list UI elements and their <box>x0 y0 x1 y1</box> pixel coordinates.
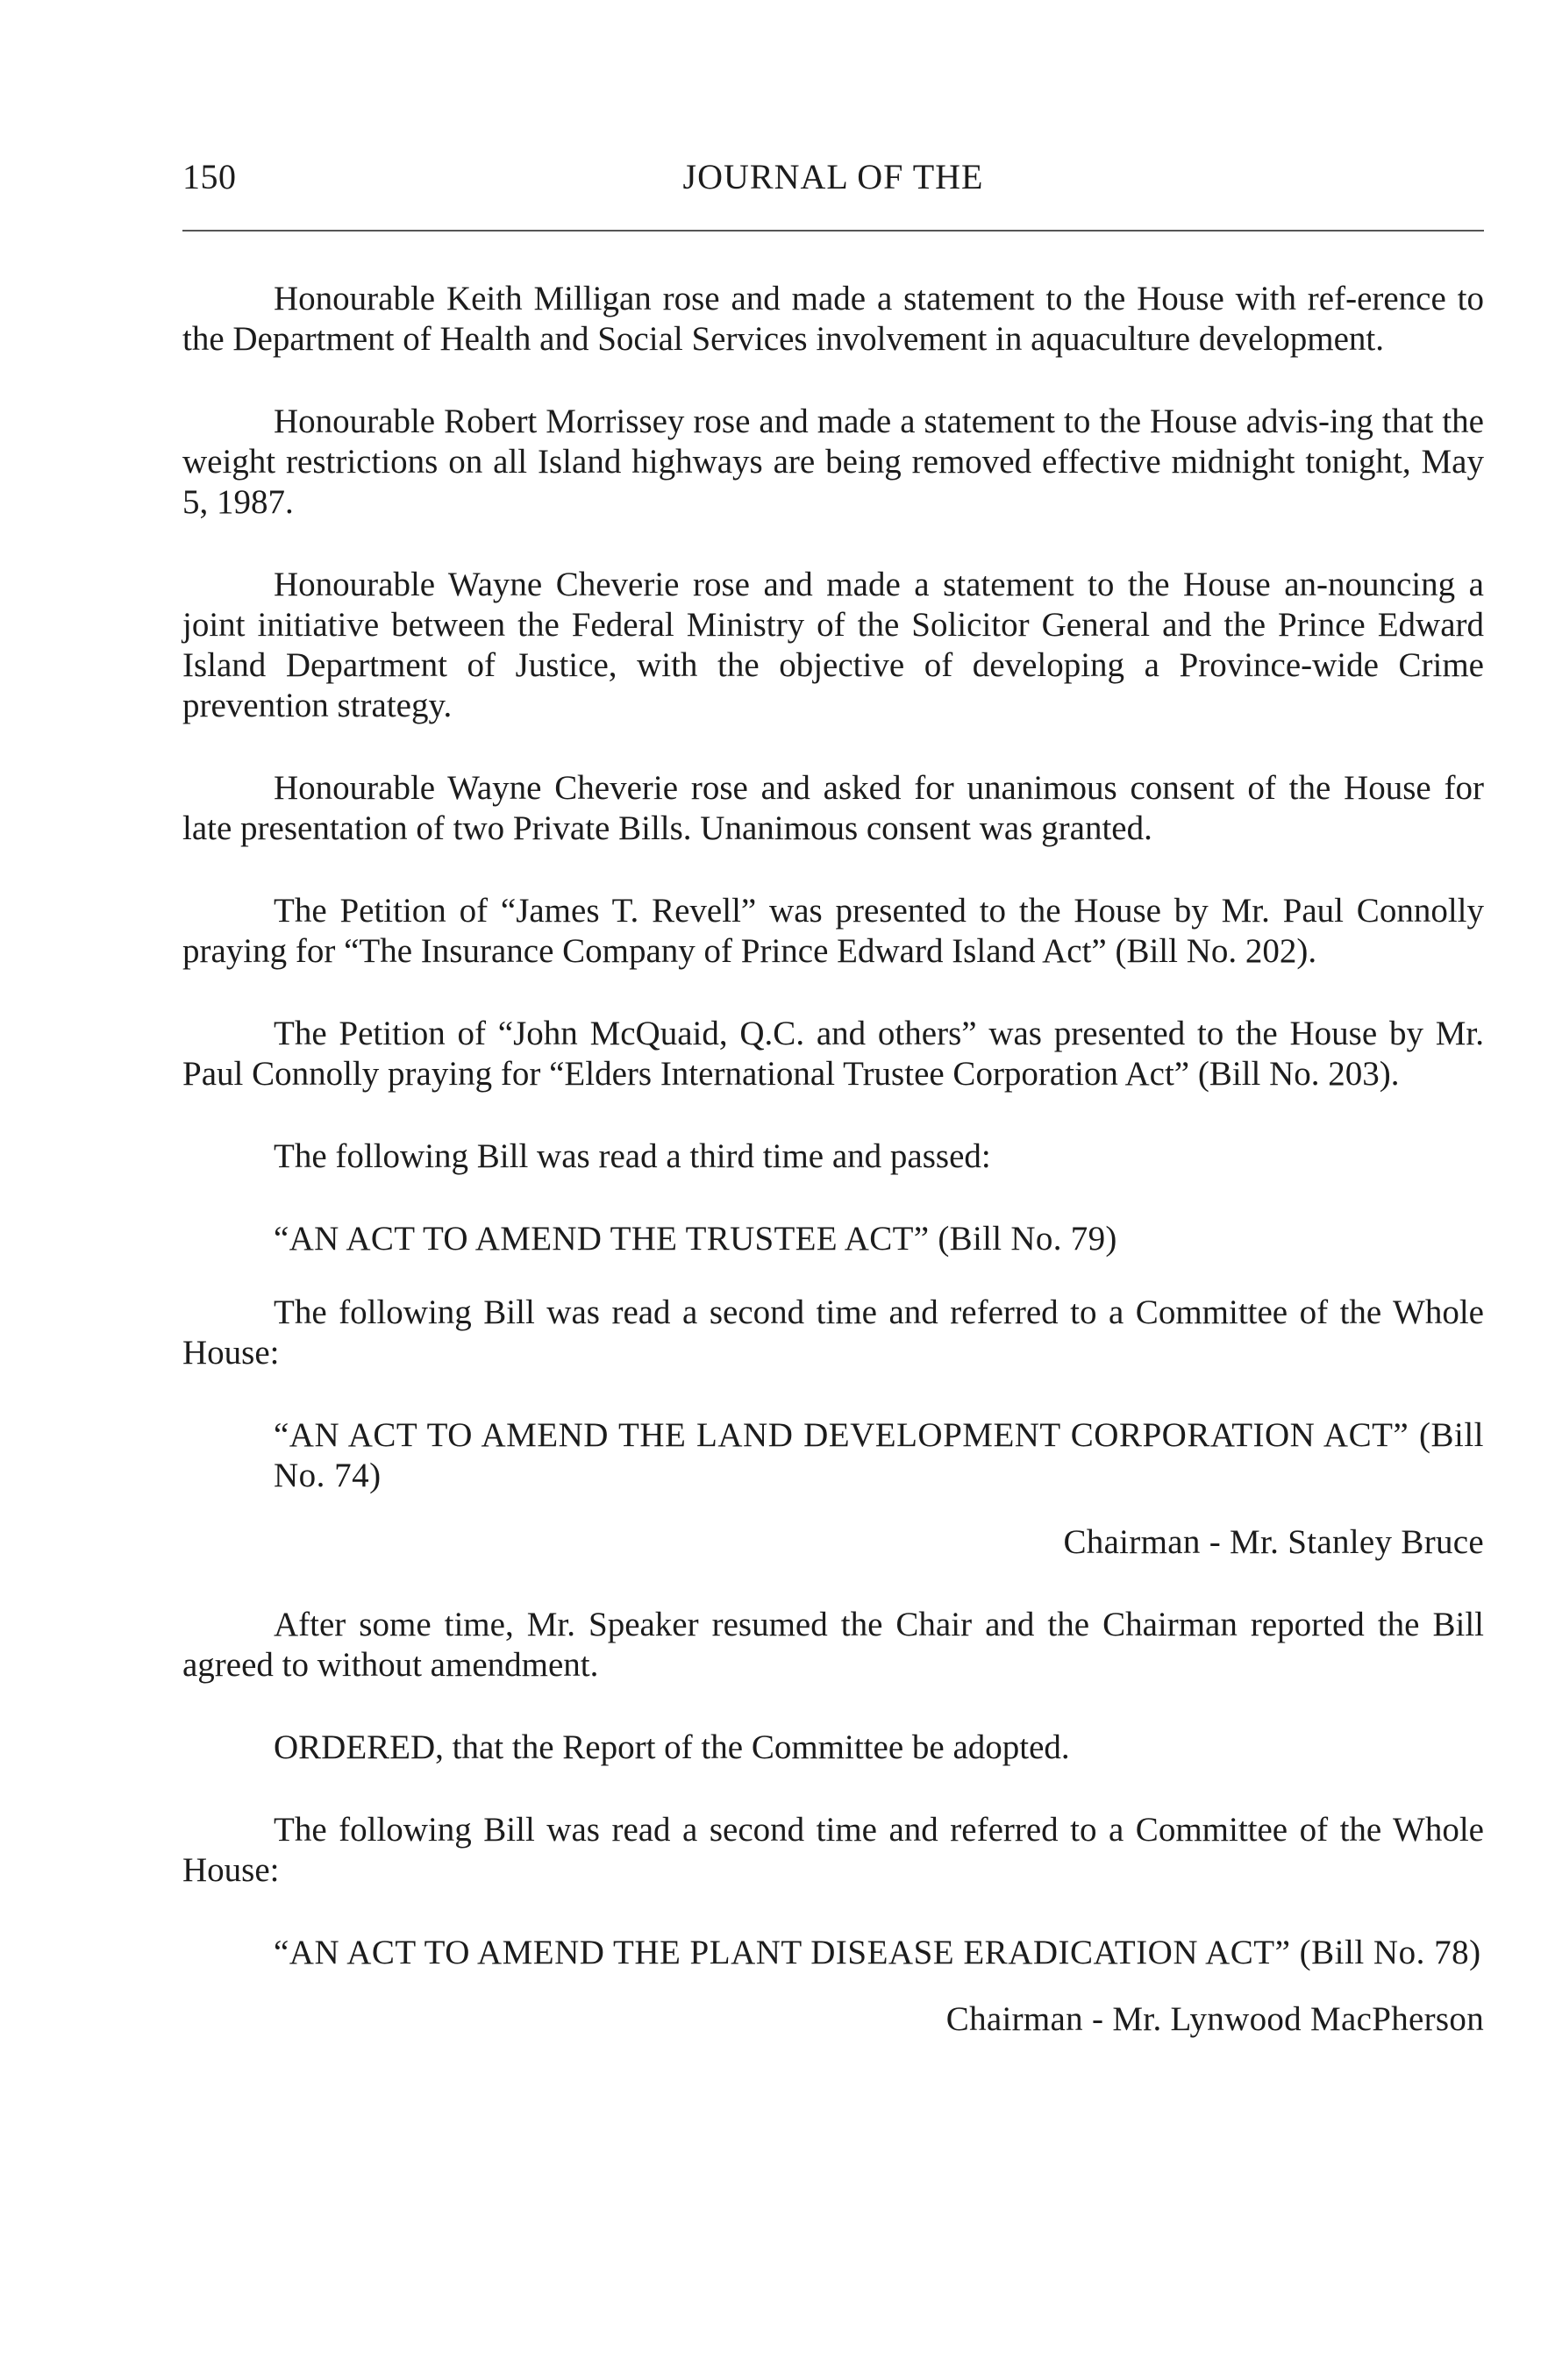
paragraph-ordered: ORDERED, that the Report of the Committee be adopted. <box>274 1728 1070 1766</box>
bill-title-plant-disease: “AN ACT TO AMEND THE PLANT DISEASE ERADICATION ACT” (Bill No. 78) <box>274 1934 1481 1971</box>
bill-title-land-development: “AN ACT TO AMEND THE LAND DEVELOPMENT CORPORATION ACT” (Bill No. 74) <box>274 1416 1484 1494</box>
paragraph-petition-mcquaid: The Petition of “John McQuaid, Q.C. and others” was presented to the House by Mr. Paul Connolly praying for “Elders International Trustee Corporation Act” (Bill No. 203). <box>182 1015 1484 1093</box>
paragraph-second-reading-1: The following Bill was read a second time and referred to a Committee of the Whole House: <box>182 1293 1484 1372</box>
paragraph-cheverie-consent: Honourable Wayne Cheverie rose and asked for unanimous consent of the House for late presentation of two Private Bills. Unanimous consent was granted. <box>182 769 1484 847</box>
bill-title-trustee-act: “AN ACT TO AMEND THE TRUSTEE ACT” (Bill No. 79) <box>274 1220 1117 1258</box>
paragraph-milligan-statement: Honourable Keith Milligan rose and made a statement to the House with ref-erence to the Department of Health and Social Services involvement in aquaculture development. <box>182 280 1484 358</box>
chairman-line-1: Chairman - Mr. Stanley Bruce <box>1063 1523 1484 1561</box>
page-header <box>182 156 1484 209</box>
paragraph-second-reading-2: The following Bill was read a second time and referred to a Committee of the Whole House: <box>182 1811 1484 1889</box>
paragraph-petition-revell: The Petition of “James T. Revell” was presented to the House by Mr. Paul Connolly praying for “The Insurance Company of Prince Edward Island Act” (Bill No. 202). <box>182 892 1484 970</box>
journal-body <box>182 279 1484 2082</box>
paragraph-morrissey-statement: Honourable Robert Morrissey rose and made a statement to the House advis-ing that the weight restrictions on all Island highways are being removed effective midnight tonight, May 5, 1987. <box>182 403 1484 521</box>
header-rule <box>182 230 1484 232</box>
page-number: 150 <box>182 157 237 196</box>
paragraph-cheverie-statement: Honourable Wayne Cheverie rose and made a statement to the House an-nouncing a joint initiative between the Federal Ministry of the Solicitor General and the Prince Edward Island Department of Justice, with the objective of developing a Province-wide Crime prevention strategy. <box>182 566 1484 724</box>
paragraph-third-reading: The following Bill was read a third time and passed: <box>274 1137 991 1175</box>
chairman-line-2: Chairman - Mr. Lynwood MacPherson <box>945 2000 1484 2038</box>
running-head: JOURNAL OF THE <box>682 157 984 196</box>
paragraph-speaker-resumed: After some time, Mr. Speaker resumed the Chair and the Chairman reported the Bill agreed to without amendment. <box>182 1606 1484 1684</box>
